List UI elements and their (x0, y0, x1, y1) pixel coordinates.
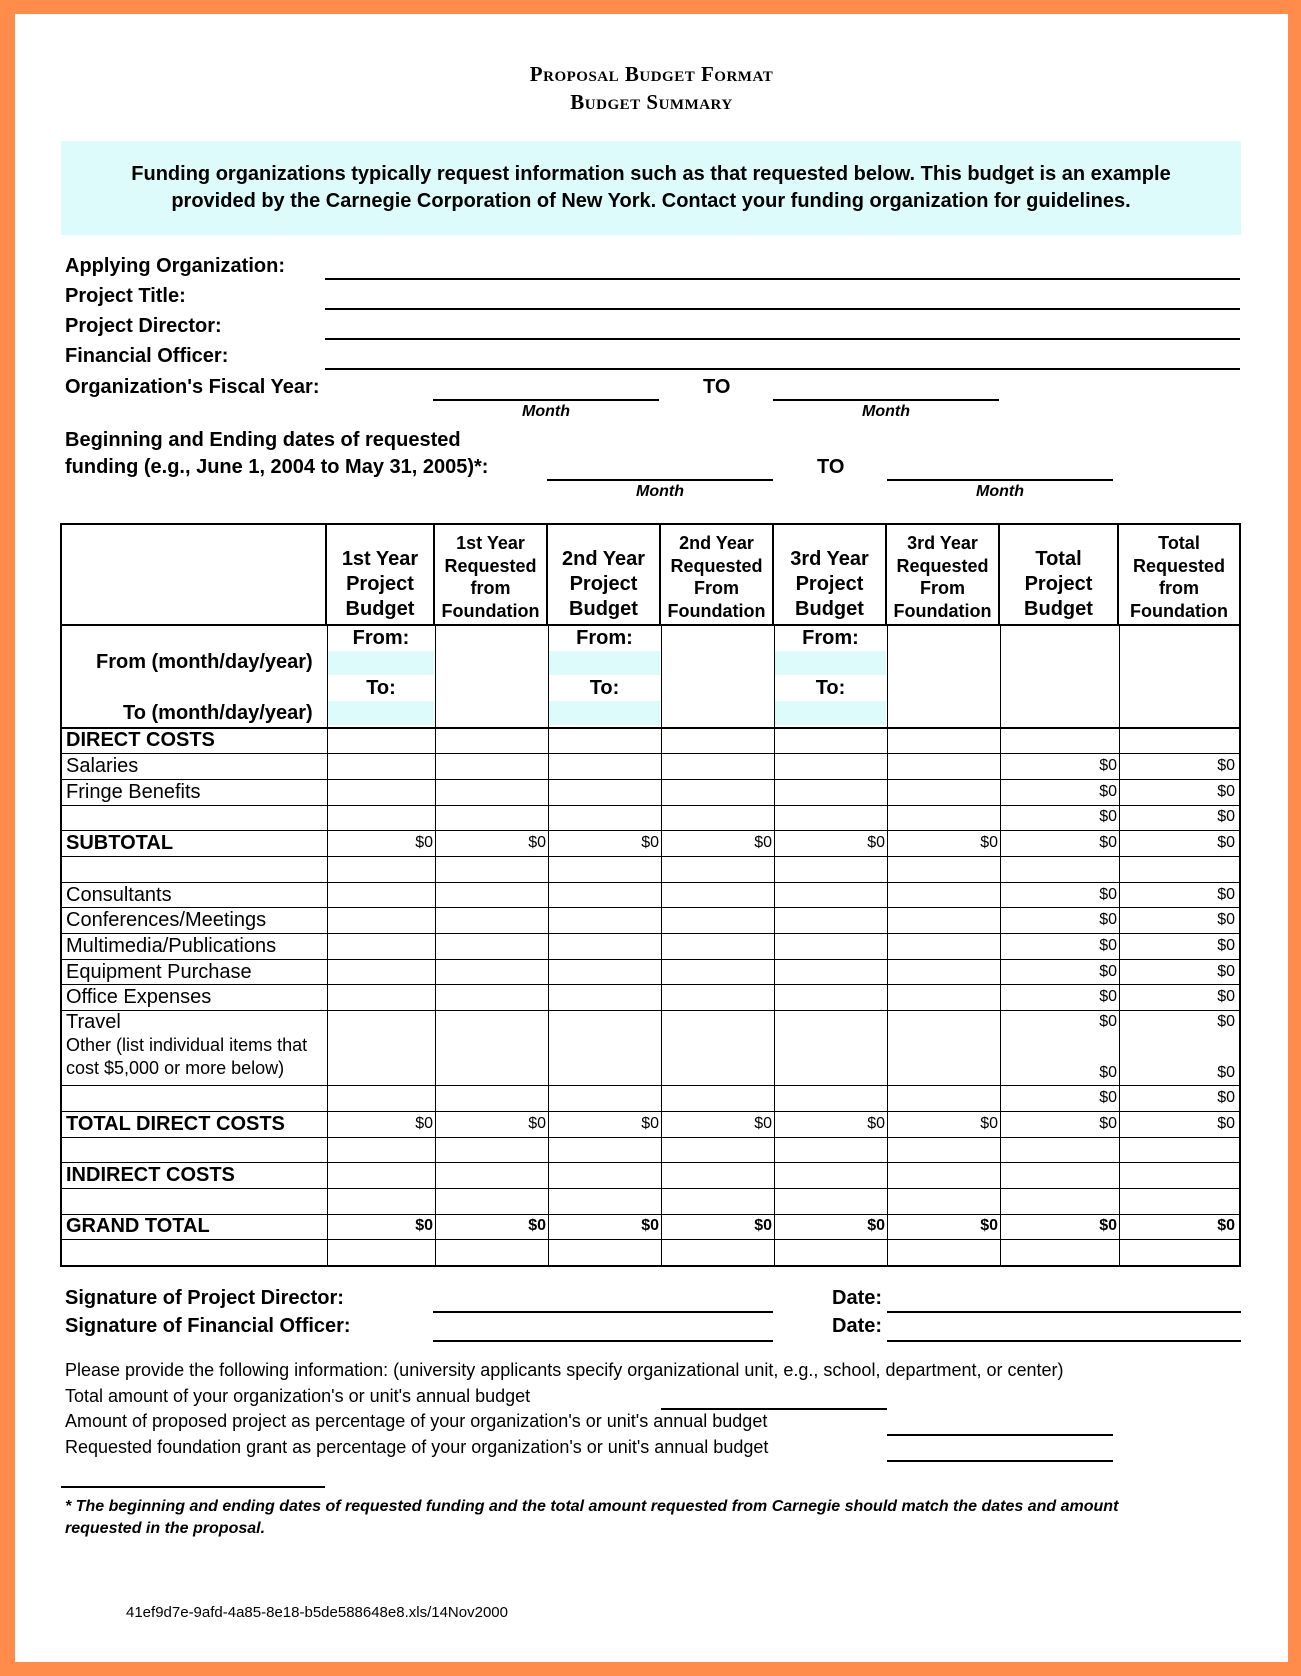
other-label-line-1: Other (list individual items that (66, 1035, 308, 1055)
applying-org-line[interactable] (325, 278, 1240, 280)
y1-to-label: To: (366, 677, 396, 699)
amount-cell: $0 (1099, 911, 1117, 928)
amount-cell: $0 (1099, 757, 1117, 774)
indirect-label: INDIRECT COSTS (66, 1164, 235, 1186)
header-y1-requested: 1st Year Requested from Foundation (435, 525, 548, 626)
fiscal-end-line[interactable] (773, 399, 999, 401)
col-divider (1119, 626, 1120, 1265)
amount-cell: $0 (1217, 1217, 1235, 1234)
consultants-label: Consultants (66, 884, 172, 906)
intro-line-1: Funding organizations typically request information such as that requested below. This budget is an example (131, 163, 1171, 185)
info-line-2: Total amount of your organization's or unit's annual budget (65, 1386, 531, 1406)
multimedia-label: Multimedia/Publications (66, 935, 277, 957)
col-divider (887, 626, 888, 1265)
amount-cell: $0 (980, 1115, 998, 1132)
col-divider (661, 626, 662, 1265)
header-total-budget: Total Project Budget (1000, 525, 1119, 626)
amount-cell: $0 (1099, 963, 1117, 980)
amount-cell: $0 (1099, 808, 1117, 825)
project-director-label: Project Director: (65, 315, 222, 337)
amount-cell: $0 (1099, 1115, 1117, 1132)
amount-cell: $0 (1217, 808, 1235, 825)
amount-cell: $0 (641, 834, 659, 851)
sig-officer-label: Signature of Financial Officer: (65, 1315, 351, 1337)
col-divider (435, 626, 436, 1265)
project-director-line[interactable] (325, 338, 1240, 340)
footnote-line-1: * The beginning and ending dates of requested funding and the total amount requested from Carnegie should match the dates and amount (65, 1498, 1119, 1515)
fiscal-start-month: Month (522, 403, 570, 420)
amount-cell: $0 (1099, 988, 1117, 1005)
amount-cell: $0 (1217, 783, 1235, 800)
row-divider (62, 1085, 1239, 1086)
fiscal-end-month: Month (862, 403, 910, 420)
row-divider (62, 753, 1239, 754)
header-y2-requested: 2nd Year Requested From Foundation (661, 525, 774, 626)
y3-from-label: From: (802, 627, 859, 649)
header-y3-budget: 3rd Year Project Budget (774, 525, 887, 626)
budget-page (15, 14, 1288, 1662)
y2-from-label: From: (576, 627, 633, 649)
amount-cell: $0 (1217, 1013, 1235, 1030)
y2-to-label: To: (589, 677, 620, 699)
info-line-4: Requested foundation grant as percentage of your organization's or unit's annual budget (65, 1437, 769, 1457)
row-divider (62, 933, 1239, 934)
amount-cell: $0 (415, 1115, 433, 1132)
fringe-label: Fringe Benefits (66, 781, 201, 803)
dates-label-line-2: funding (e.g., June 1, 2004 to May 31, 2005)*: (65, 456, 489, 478)
header-y3-requested: 3rd Year Requested From Foundation (887, 525, 1000, 626)
fiscal-year-label: Organization's Fiscal Year: (65, 376, 320, 398)
sig-officer-line[interactable] (433, 1340, 773, 1342)
amount-cell: $0 (1099, 886, 1117, 903)
amount-cell: $0 (1217, 911, 1235, 928)
row-divider (62, 1137, 1239, 1138)
row-from-label: From (month/day/year) (96, 651, 313, 673)
file-id: 41ef9d7e-9afd-4a85-8e18-b5de588648e8.xls/14Nov2000 (126, 1604, 508, 1621)
dates-label-line-1: Beginning and Ending dates of requested (65, 429, 461, 451)
amount-cell: $0 (1217, 988, 1235, 1005)
row-divider (62, 882, 1239, 883)
intro-box (61, 141, 1241, 235)
row-divider (62, 779, 1239, 780)
funding-to-label: TO (817, 456, 845, 478)
grant-pct-line[interactable] (887, 1460, 1113, 1462)
intro-line-2: provided by the Carnegie Corporation of New York. Contact your funding organization for guidelines. (171, 190, 1131, 212)
annual-budget-line[interactable] (661, 1408, 887, 1410)
col-divider (774, 626, 775, 1265)
sig-director-line[interactable] (433, 1311, 773, 1313)
header-total-requested: Total Requested from Foundation (1119, 525, 1239, 626)
amount-cell: $0 (528, 1115, 546, 1132)
row-divider (62, 907, 1239, 908)
row-divider (62, 830, 1239, 831)
sig-director-date-line[interactable] (887, 1311, 1241, 1313)
amount-cell: $0 (1099, 834, 1117, 851)
fiscal-start-line[interactable] (433, 399, 659, 401)
amount-cell: $0 (1217, 1064, 1235, 1081)
y1-from-cell[interactable] (328, 651, 434, 675)
row-divider (62, 1239, 1239, 1240)
salaries-label: Salaries (66, 755, 139, 777)
y2-to-cell[interactable] (549, 701, 660, 725)
page-title: Proposal Budget Format (529, 62, 774, 86)
funding-start-line[interactable] (547, 479, 773, 481)
y2-from-cell[interactable] (549, 651, 660, 675)
subtotal-label: SUBTOTAL (66, 832, 174, 854)
amount-cell: $0 (1099, 1064, 1117, 1081)
sig-director-label: Signature of Project Director: (65, 1287, 344, 1309)
row-to-label: To (month/day/year) (123, 702, 313, 724)
grand-total-label: GRAND TOTAL (66, 1215, 210, 1237)
y3-to-label: To: (815, 677, 846, 699)
sig-officer-date-line[interactable] (887, 1340, 1241, 1342)
financial-officer-label: Financial Officer: (65, 345, 229, 367)
amount-cell: $0 (1099, 1217, 1117, 1234)
budget-table (60, 523, 1241, 1267)
project-pct-line[interactable] (887, 1434, 1113, 1436)
y3-to-cell[interactable] (775, 701, 886, 725)
equipment-label: Equipment Purchase (66, 961, 252, 983)
funding-end-month: Month (976, 483, 1024, 500)
row-divider (62, 959, 1239, 960)
other-label-line-2: cost $5,000 or more below) (66, 1058, 285, 1078)
amount-cell: $0 (1217, 937, 1235, 954)
amount-cell: $0 (867, 834, 885, 851)
amount-cell: $0 (641, 1115, 659, 1132)
info-line-1: Please provide the following information: (university applicants specify organizational unit, e.g., school, department, or center) (65, 1360, 1064, 1380)
amount-cell: $0 (1099, 1089, 1117, 1106)
project-title-line[interactable] (325, 308, 1240, 310)
financial-officer-line[interactable] (325, 368, 1240, 370)
amount-cell: $0 (528, 1217, 546, 1234)
amount-cell: $0 (415, 834, 433, 851)
header-y2-budget: 2nd Year Project Budget (548, 525, 661, 626)
row-divider (62, 1188, 1239, 1189)
project-title-label: Project Title: (65, 285, 186, 307)
amount-cell: $0 (980, 834, 998, 851)
row-divider (62, 1010, 1239, 1011)
amount-cell: $0 (867, 1217, 885, 1234)
row-divider (62, 1214, 1239, 1215)
amount-cell: $0 (1217, 757, 1235, 774)
amount-cell: $0 (1217, 1115, 1235, 1132)
amount-cell: $0 (980, 1217, 998, 1234)
y3-from-cell[interactable] (775, 651, 886, 675)
amount-cell: $0 (754, 1115, 772, 1132)
col-divider (548, 626, 549, 1265)
amount-cell: $0 (1217, 963, 1235, 980)
col-divider (1000, 626, 1001, 1265)
row-divider (62, 805, 1239, 806)
header-y1-budget: 1st Year Project Budget (327, 525, 435, 626)
row-divider (62, 1162, 1239, 1163)
y1-from-label: From: (352, 627, 410, 649)
row-divider (62, 984, 1239, 985)
col-divider (327, 626, 328, 1265)
amount-cell: $0 (528, 834, 546, 851)
funding-start-month: Month (636, 483, 684, 500)
fiscal-to-label: TO (703, 376, 731, 398)
amount-cell: $0 (415, 1217, 433, 1234)
amount-cell: $0 (1099, 937, 1117, 954)
direct-costs-label: DIRECT COSTS (66, 729, 215, 751)
y1-to-cell[interactable] (328, 701, 434, 725)
footnote-line-2: requested in the proposal. (65, 1520, 266, 1537)
funding-end-line[interactable] (887, 479, 1113, 481)
applying-org-label: Applying Organization: (65, 255, 285, 277)
row-divider (62, 1111, 1239, 1112)
total-direct-label: TOTAL DIRECT COSTS (66, 1113, 285, 1135)
amount-cell: $0 (867, 1115, 885, 1132)
footnote-divider (61, 1486, 325, 1488)
travel-label: Travel (66, 1011, 121, 1033)
amount-cell: $0 (754, 1217, 772, 1234)
amount-cell: $0 (1099, 1013, 1117, 1030)
sig-officer-date-label: Date: (832, 1315, 883, 1337)
header-blank (62, 525, 327, 626)
amount-cell: $0 (1099, 783, 1117, 800)
amount-cell: $0 (1217, 1089, 1235, 1106)
amount-cell: $0 (1217, 886, 1235, 903)
amount-cell: $0 (754, 834, 772, 851)
amount-cell: $0 (1217, 834, 1235, 851)
office-label: Office Expenses (66, 986, 212, 1008)
row-divider (62, 856, 1239, 857)
row-divider (62, 727, 1239, 729)
amount-cell: $0 (641, 1217, 659, 1234)
info-line-3: Amount of proposed project as percentage of your organization's or unit's annual budget (65, 1411, 768, 1431)
page-subtitle: Budget Summary (570, 90, 733, 114)
sig-director-date-label: Date: (832, 1287, 883, 1309)
conferences-label: Conferences/Meetings (66, 909, 267, 931)
